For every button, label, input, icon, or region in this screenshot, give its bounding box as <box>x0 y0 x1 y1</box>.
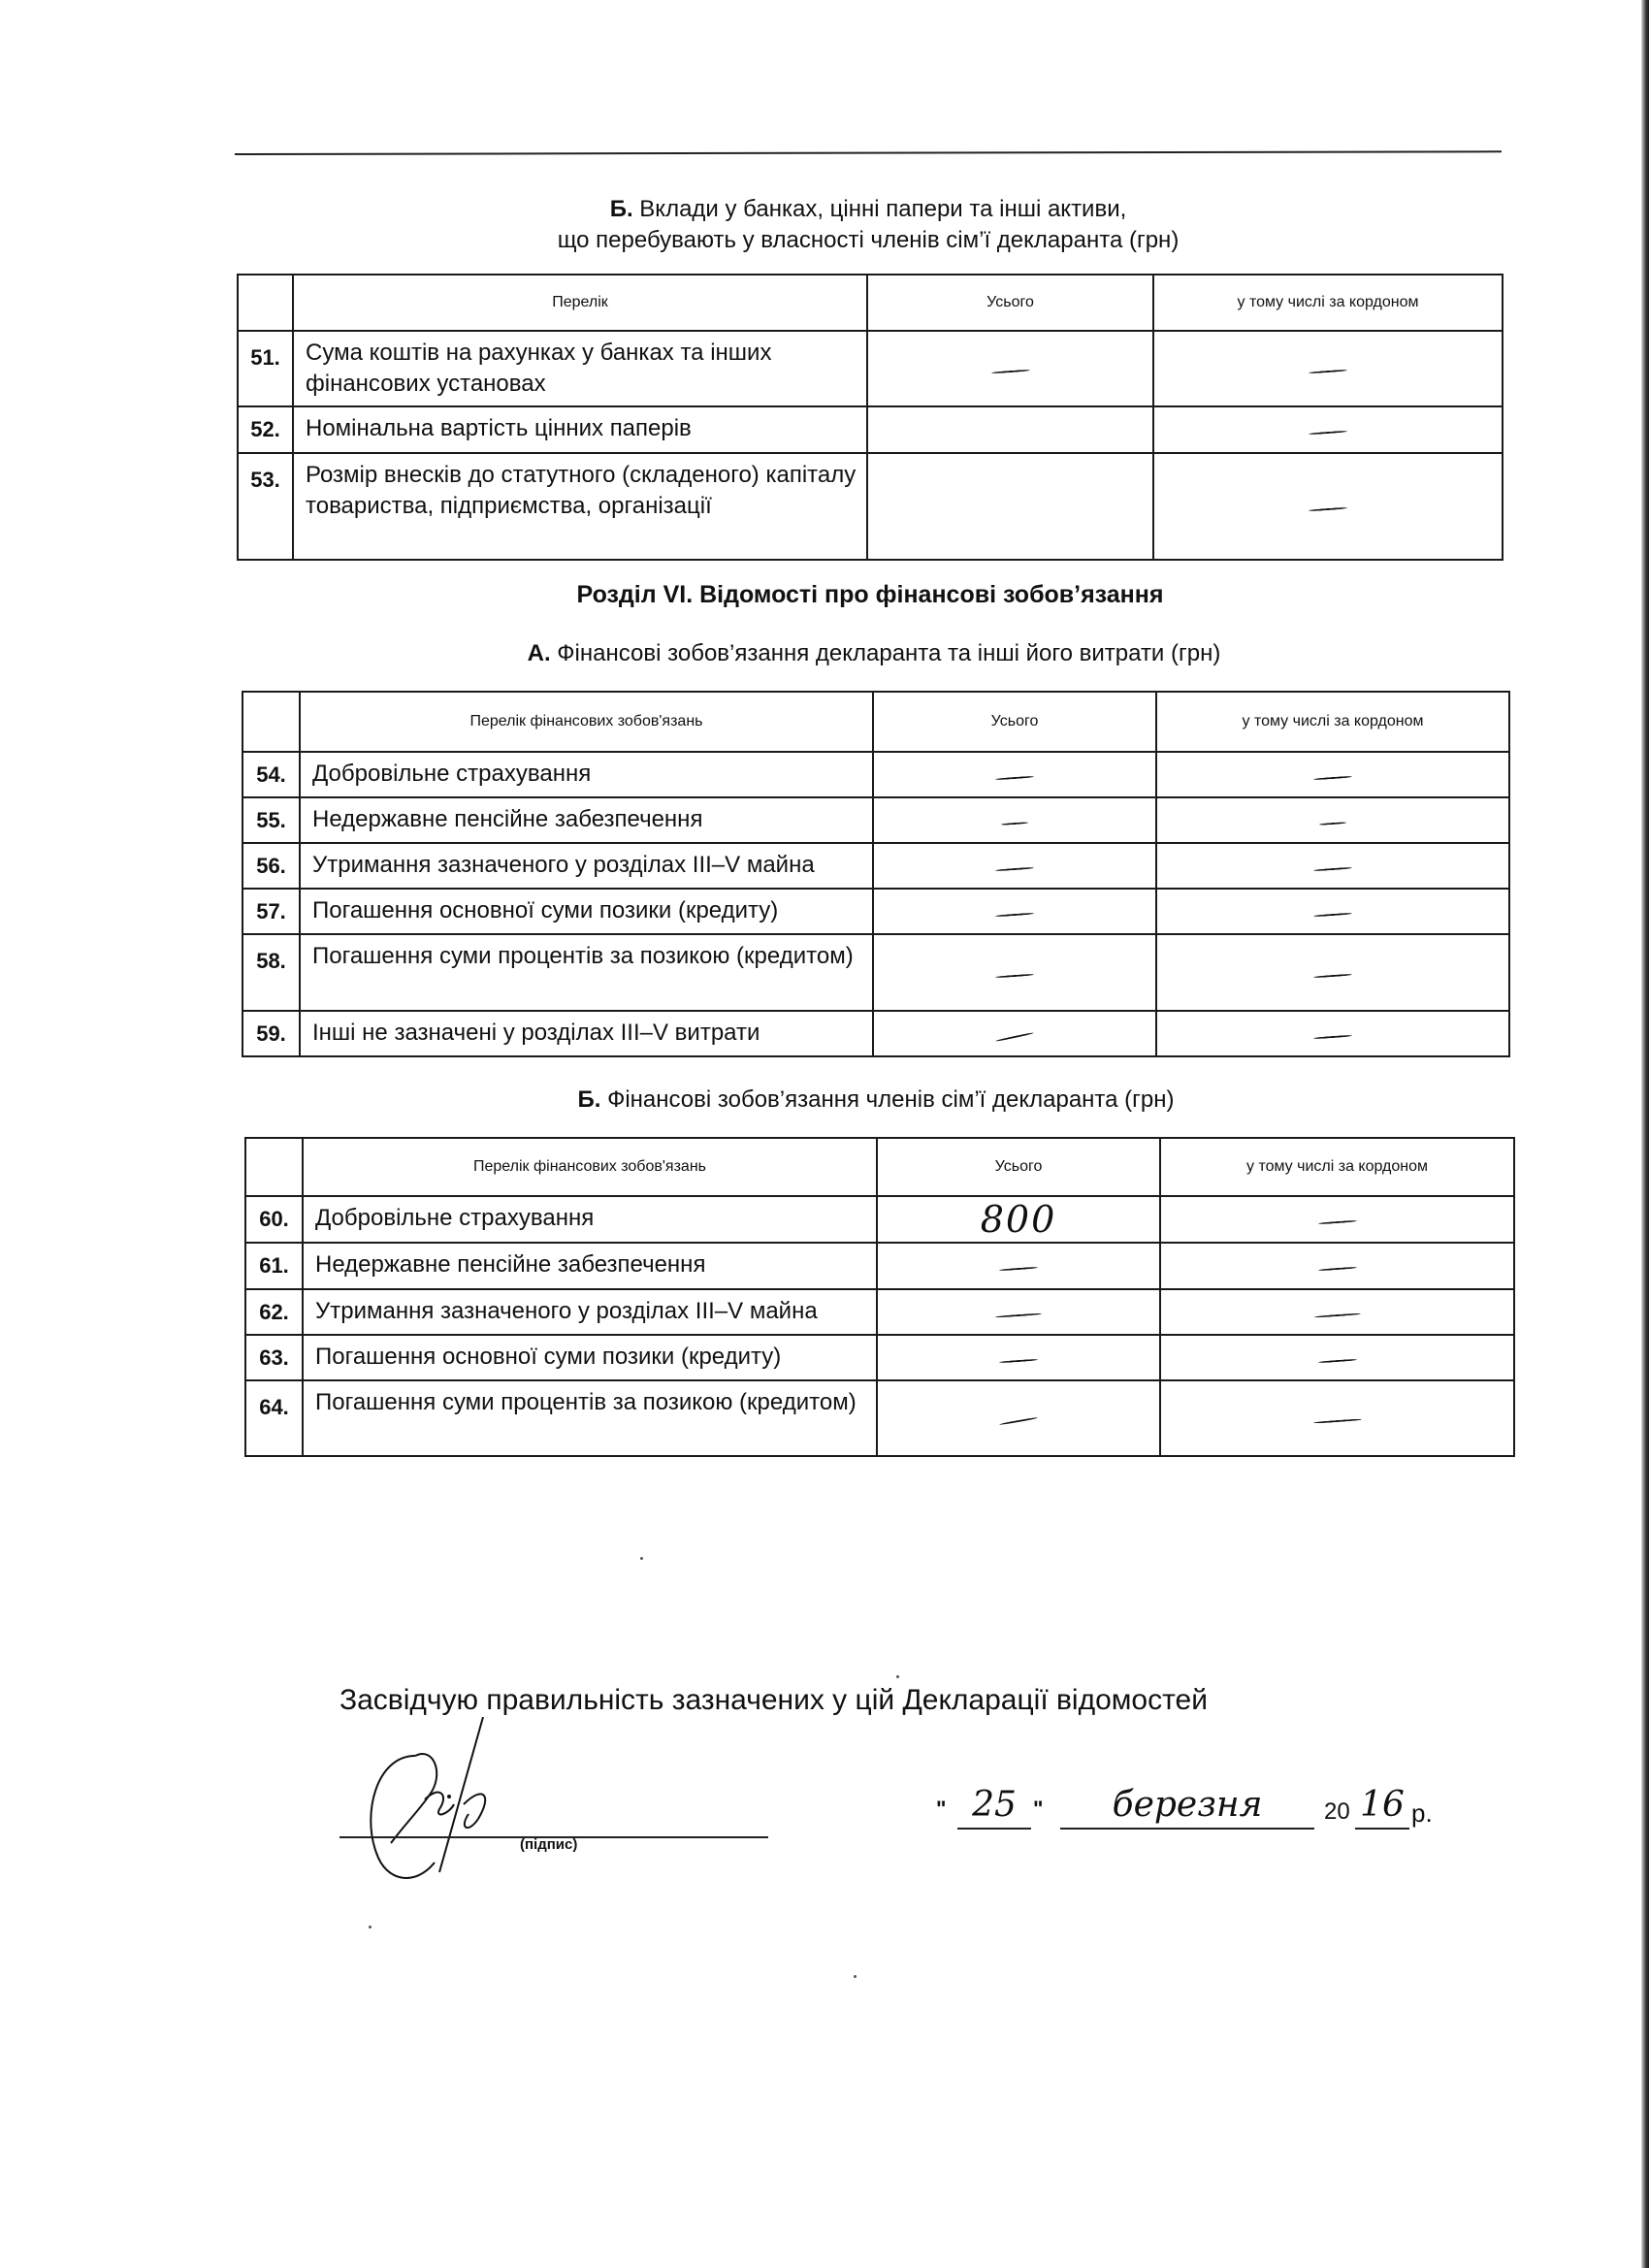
date-year-unit: р. <box>1411 1798 1433 1828</box>
dash-mark <box>1313 1034 1352 1039</box>
row-abroad <box>1156 752 1509 797</box>
part-a-title: Фінансові зобов’язання декларанта та інші його витрати (грн) <box>550 640 1221 666</box>
scan-speck <box>640 1557 643 1560</box>
header-total: Усього <box>867 275 1153 331</box>
table-row <box>242 889 1509 934</box>
table-row <box>238 331 1503 406</box>
table-row <box>245 1196 1514 1243</box>
table-header-row <box>245 1138 1514 1196</box>
row-label: Недержавне пенсійне забезпечення <box>300 797 873 843</box>
table-row <box>242 797 1509 843</box>
row-total <box>877 1380 1160 1456</box>
row-total <box>867 453 1153 560</box>
dash-mark <box>1001 822 1028 826</box>
header-abroad: у тому числі за кордоном <box>1153 275 1503 331</box>
row-abroad <box>1153 331 1503 406</box>
header-list: Перелік фінансових зобов'язань <box>300 692 873 752</box>
row-label: Добровільне страхування <box>303 1196 877 1243</box>
family-liabilities-table <box>244 1137 1515 1457</box>
row-num: 59. <box>242 1011 300 1056</box>
dash-mark <box>1317 1267 1356 1272</box>
dash-mark <box>990 370 1029 374</box>
signature-caption: (підпис) <box>520 1836 578 1853</box>
scan-speck <box>896 1675 899 1678</box>
header-list: Перелік фінансових зобов'язань <box>303 1138 877 1196</box>
row-abroad <box>1160 1243 1514 1289</box>
dash-mark <box>1313 1312 1360 1317</box>
header-total: Усього <box>873 692 1156 752</box>
dash-mark <box>1317 1358 1356 1363</box>
row-label: Погашення суми процентів за позикою (кредитом) <box>303 1380 877 1456</box>
row-label: Утримання зазначеного у розділах III–V майна <box>303 1289 877 1335</box>
row-total <box>873 934 1156 1011</box>
table-row <box>242 934 1509 1011</box>
row-label: Утримання зазначеного у розділах III–V майна <box>300 843 873 889</box>
attestation-statement: Засвідчую правильність зазначених у цій Декларації відомостей <box>340 1684 1208 1716</box>
header-num <box>238 275 293 331</box>
table-row <box>245 1289 1514 1335</box>
table-row <box>238 453 1503 560</box>
section-vi-part-a-title <box>241 638 1507 669</box>
signature-mark <box>357 1717 590 1892</box>
row-abroad <box>1156 889 1509 934</box>
row-abroad <box>1160 1335 1514 1380</box>
section-b-title-line1: Вклади у банках, цінні папери та інші активи, <box>632 196 1127 222</box>
dash-mark <box>1313 912 1352 917</box>
row-total <box>873 752 1156 797</box>
assets-table <box>237 274 1504 561</box>
table-row <box>242 752 1509 797</box>
row-total <box>877 1289 1160 1335</box>
row-abroad <box>1156 1011 1509 1056</box>
dash-mark <box>1317 1220 1356 1225</box>
row-num: 61. <box>245 1243 303 1289</box>
row-abroad <box>1156 934 1509 1011</box>
row-abroad <box>1153 453 1503 560</box>
header-num <box>242 692 300 752</box>
row-label: Недержавне пенсійне забезпечення <box>303 1243 877 1289</box>
row-abroad <box>1156 843 1509 889</box>
part-a-prefix: А. <box>527 640 551 666</box>
dash-mark <box>999 1417 1038 1426</box>
section-b-assets-title <box>235 194 1502 256</box>
section-vi-title: Розділ VI. Відомості про фінансові зобов’язання <box>576 581 1164 608</box>
scan-speck <box>369 1926 372 1928</box>
row-total <box>873 1011 1156 1056</box>
row-label: Погашення суми процентів за позикою (кредитом) <box>300 934 873 1011</box>
row-num: 63. <box>245 1335 303 1380</box>
date-year-prefix: 20 <box>1324 1798 1350 1825</box>
row-abroad <box>1160 1196 1514 1243</box>
row-num: 55. <box>242 797 300 843</box>
row-label: Погашення основної суми позики (кредиту) <box>300 889 873 934</box>
row-num: 58. <box>242 934 300 1011</box>
table-header-row <box>238 275 1503 331</box>
row-num: 51. <box>238 331 293 406</box>
row-num: 57. <box>242 889 300 934</box>
dash-mark <box>995 912 1034 917</box>
row-total <box>877 1196 1160 1243</box>
header-total: Усього <box>877 1138 1160 1196</box>
top-divider <box>235 150 1502 155</box>
row-total <box>873 889 1156 934</box>
section-b-prefix: Б. <box>609 196 633 222</box>
table-row <box>242 1011 1509 1056</box>
handwritten-value: 800 <box>980 1198 1057 1241</box>
header-abroad: у тому числі за кордоном <box>1160 1138 1514 1196</box>
row-label: Добровільне страхування <box>300 752 873 797</box>
row-total <box>867 331 1153 406</box>
scan-speck <box>854 1975 857 1978</box>
date-month: березня <box>1060 1785 1314 1830</box>
dash-mark <box>1309 507 1347 512</box>
row-num: 53. <box>238 453 293 560</box>
row-num: 56. <box>242 843 300 889</box>
row-label: Розмір внесків до статутного (складеного) капіталу товариства, підприємства, організації <box>293 453 867 560</box>
dash-mark <box>995 1031 1034 1041</box>
header-num <box>245 1138 303 1196</box>
section-vi-part-b-title <box>242 1085 1509 1116</box>
section-b-title-line2: що перебувають у власності членів сім’ї декларанта (грн) <box>557 227 1180 253</box>
dash-mark <box>1313 973 1352 978</box>
part-b-title: Фінансові зобов’язання членів сім’ї декларанта (грн) <box>600 1086 1175 1113</box>
table-row <box>242 843 1509 889</box>
quote-close: " <box>1033 1797 1044 1821</box>
row-num: 64. <box>245 1380 303 1456</box>
table-row <box>245 1380 1514 1456</box>
table-row <box>245 1335 1514 1380</box>
table-row <box>245 1243 1514 1289</box>
dash-mark <box>995 866 1034 871</box>
row-num: 62. <box>245 1289 303 1335</box>
row-abroad <box>1160 1289 1514 1335</box>
date-year-suffix: 16 <box>1355 1785 1409 1830</box>
row-total <box>867 406 1153 453</box>
dash-mark <box>1313 775 1352 780</box>
row-total <box>873 797 1156 843</box>
scan-edge <box>1641 0 1649 2268</box>
row-total <box>877 1335 1160 1380</box>
row-total <box>877 1243 1160 1289</box>
table-header-row <box>242 692 1509 752</box>
row-num: 52. <box>238 406 293 453</box>
table-row <box>238 406 1503 453</box>
row-label: Номінальна вартість цінних паперів <box>293 406 867 453</box>
row-num: 60. <box>245 1196 303 1243</box>
dash-mark <box>995 1312 1042 1317</box>
dash-mark <box>995 973 1034 978</box>
row-num: 54. <box>242 752 300 797</box>
row-label: Погашення основної суми позики (кредиту) <box>303 1335 877 1380</box>
quote-open: " <box>936 1797 947 1821</box>
date-day: 25 <box>957 1785 1031 1830</box>
dash-mark <box>995 775 1034 780</box>
dash-mark <box>1319 822 1346 826</box>
declarant-liabilities-table <box>242 691 1510 1057</box>
dash-mark <box>1309 370 1347 374</box>
dash-mark <box>999 1358 1038 1363</box>
dash-mark <box>1312 1418 1361 1423</box>
row-label: Сума коштів на рахунках у банках та інших фінансових установах <box>293 331 867 406</box>
dash-mark <box>999 1267 1038 1272</box>
header-list: Перелік <box>293 275 867 331</box>
part-b-prefix: Б. <box>577 1086 601 1113</box>
dash-mark <box>1309 431 1347 436</box>
row-label: Інші не зазначені у розділах III–V витрати <box>300 1011 873 1056</box>
row-abroad <box>1160 1380 1514 1456</box>
dash-mark <box>1313 866 1352 871</box>
row-abroad <box>1153 406 1503 453</box>
row-total <box>873 843 1156 889</box>
header-abroad: у тому числі за кордоном <box>1156 692 1509 752</box>
row-abroad <box>1156 797 1509 843</box>
